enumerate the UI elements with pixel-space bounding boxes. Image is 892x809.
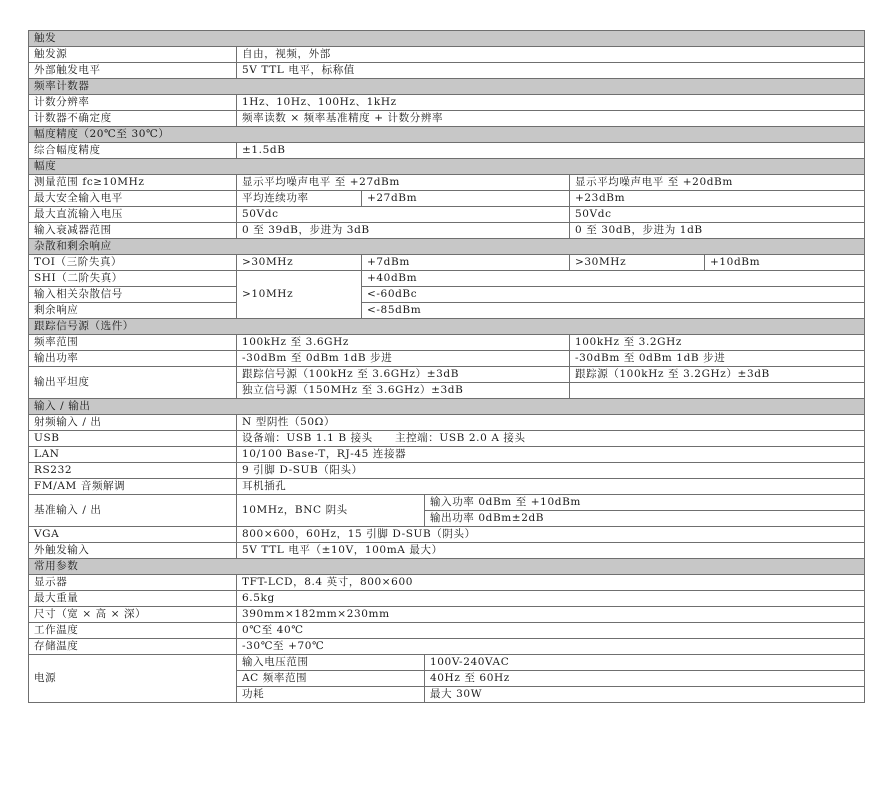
row-value: 输入电压范围 — [237, 655, 425, 671]
table-row — [29, 495, 865, 511]
section-header — [29, 31, 865, 47]
row-label: 存储温度 — [29, 639, 237, 655]
section-title: 杂散和剩余响应 — [29, 239, 865, 255]
row-value: 10MHz，BNC 阴头 — [237, 495, 425, 527]
table-row — [29, 431, 865, 447]
row-label: 尺寸（宽 × 高 × 深） — [29, 607, 237, 623]
row-value: 800×600，60Hz，15 引脚 D-SUB（阴头） — [237, 527, 865, 543]
table-row — [29, 271, 865, 287]
row-value: 5V TTL 电平，标称值 — [237, 63, 865, 79]
table-row — [29, 591, 865, 607]
row-value: 100V-240VAC — [425, 655, 865, 671]
section-header — [29, 399, 865, 415]
row-value: +23dBm — [570, 191, 865, 207]
row-label: 频率范围 — [29, 335, 237, 351]
row-value: 390mm×182mm×230mm — [237, 607, 865, 623]
row-value: 跟踪信号源（100kHz 至 3.6GHz）±3dB — [237, 367, 570, 383]
row-value: -30dBm 至 0dBm 1dB 步进 — [570, 351, 865, 367]
section-header — [29, 559, 865, 575]
table-row — [29, 367, 865, 383]
row-value: 平均连续功率 — [237, 191, 362, 207]
row-label: SHI（二阶失真） — [29, 271, 237, 287]
row-label: 测量范围 fc≥10MHz — [29, 175, 237, 191]
row-value: 50Vdc — [237, 207, 570, 223]
row-value: <-60dBc — [362, 287, 865, 303]
table-row — [29, 639, 865, 655]
table-row — [29, 575, 865, 591]
section-title: 跟踪信号源（选件） — [29, 319, 865, 335]
row-value-empty — [570, 383, 865, 399]
row-value: <-85dBm — [362, 303, 865, 319]
row-label: 显示器 — [29, 575, 237, 591]
row-value: 功耗 — [237, 687, 425, 703]
row-value: >30MHz — [237, 255, 362, 271]
table-row — [29, 111, 865, 127]
row-label: FM/AM 音频解调 — [29, 479, 237, 495]
table-row — [29, 191, 865, 207]
row-value: -30dBm 至 0dBm 1dB 步进 — [237, 351, 570, 367]
table-row — [29, 447, 865, 463]
row-value: >10MHz — [237, 271, 362, 319]
row-value: 50Vdc — [570, 207, 865, 223]
section-title: 输入 / 输出 — [29, 399, 865, 415]
row-label: 最大重量 — [29, 591, 237, 607]
table-row — [29, 175, 865, 191]
row-label: LAN — [29, 447, 237, 463]
row-value: 耳机插孔 — [237, 479, 865, 495]
row-value: 5V TTL 电平（±10V，100mA 最大） — [237, 543, 865, 559]
row-label: 电源 — [29, 655, 237, 703]
table-row — [29, 95, 865, 111]
row-value: 频率读数 × 频率基准精度 + 计数分辨率 — [237, 111, 865, 127]
row-value: 跟踪源（100kHz 至 3.2GHz）±3dB — [570, 367, 865, 383]
row-value: >30MHz — [570, 255, 705, 271]
table-row — [29, 655, 865, 671]
table-row — [29, 47, 865, 63]
row-value: 显示平均噪声电平 至 +20dBm — [570, 175, 865, 191]
row-label: VGA — [29, 527, 237, 543]
table-row — [29, 351, 865, 367]
row-value: +7dBm — [362, 255, 570, 271]
table-row — [29, 607, 865, 623]
row-value: 输入功率 0dBm 至 +10dBm — [425, 495, 865, 511]
row-label: 最大直流输入电压 — [29, 207, 237, 223]
row-label: 工作温度 — [29, 623, 237, 639]
row-label: USB — [29, 431, 237, 447]
row-value: 100kHz 至 3.2GHz — [570, 335, 865, 351]
row-label: 计数分辨率 — [29, 95, 237, 111]
table-row — [29, 207, 865, 223]
spec-table — [28, 30, 865, 703]
row-value: 100kHz 至 3.6GHz — [237, 335, 570, 351]
table-row — [29, 463, 865, 479]
row-label: 外触发输入 — [29, 543, 237, 559]
row-value: 设备端：USB 1.1 B 接头 主控端：USB 2.0 A 接头 — [237, 431, 865, 447]
table-row — [29, 63, 865, 79]
row-value: 0℃至 40℃ — [237, 623, 865, 639]
row-label: 输入衰减器范围 — [29, 223, 237, 239]
row-value: 0 至 39dB，步进为 3dB — [237, 223, 570, 239]
row-value: 输出功率 0dBm±2dB — [425, 511, 865, 527]
table-row — [29, 479, 865, 495]
table-row — [29, 223, 865, 239]
section-header — [29, 239, 865, 255]
row-value: 9 引脚 D-SUB（阳头） — [237, 463, 865, 479]
table-row — [29, 335, 865, 351]
row-value: +27dBm — [362, 191, 570, 207]
section-header — [29, 319, 865, 335]
row-label: 输出平坦度 — [29, 367, 237, 399]
row-label: 输入相关杂散信号 — [29, 287, 237, 303]
row-value: 1Hz、10Hz、100Hz、1kHz — [237, 95, 865, 111]
row-label: 计数器不确定度 — [29, 111, 237, 127]
row-value: TFT-LCD，8.4 英寸，800×600 — [237, 575, 865, 591]
row-value: 自由，视频，外部 — [237, 47, 865, 63]
row-value: 显示平均噪声电平 至 +27dBm — [237, 175, 570, 191]
row-value: -30℃至 +70℃ — [237, 639, 865, 655]
row-label: 最大安全输入电平 — [29, 191, 237, 207]
row-value: 0 至 30dB，步进为 1dB — [570, 223, 865, 239]
section-title: 幅度 — [29, 159, 865, 175]
table-row — [29, 287, 865, 303]
row-value: 独立信号源（150MHz 至 3.6GHz）±3dB — [237, 383, 570, 399]
section-header — [29, 159, 865, 175]
section-header — [29, 79, 865, 95]
row-label: 输出功率 — [29, 351, 237, 367]
row-label: RS232 — [29, 463, 237, 479]
row-value: 10/100 Base-T，RJ-45 连接器 — [237, 447, 865, 463]
row-value: 40Hz 至 60Hz — [425, 671, 865, 687]
section-header — [29, 127, 865, 143]
row-value: +10dBm — [705, 255, 865, 271]
row-value: ±1.5dB — [237, 143, 865, 159]
row-label: 综合幅度精度 — [29, 143, 237, 159]
row-label: 触发源 — [29, 47, 237, 63]
table-row — [29, 255, 865, 271]
row-label: 剩余响应 — [29, 303, 237, 319]
table-row — [29, 527, 865, 543]
row-value: +40dBm — [362, 271, 865, 287]
table-row — [29, 303, 865, 319]
row-value: 6.5kg — [237, 591, 865, 607]
section-title: 频率计数器 — [29, 79, 865, 95]
row-label: 射频输入 / 出 — [29, 415, 237, 431]
table-row — [29, 415, 865, 431]
table-row — [29, 623, 865, 639]
table-row — [29, 143, 865, 159]
row-value: 最大 30W — [425, 687, 865, 703]
row-label: 基准输入 / 出 — [29, 495, 237, 527]
section-title: 常用参数 — [29, 559, 865, 575]
section-title: 幅度精度（20℃至 30℃） — [29, 127, 865, 143]
row-value: AC 频率范围 — [237, 671, 425, 687]
table-row — [29, 543, 865, 559]
row-label: TOI（三阶失真） — [29, 255, 237, 271]
section-title: 触发 — [29, 31, 865, 47]
row-value: N 型阴性（50Ω） — [237, 415, 865, 431]
row-label: 外部触发电平 — [29, 63, 237, 79]
